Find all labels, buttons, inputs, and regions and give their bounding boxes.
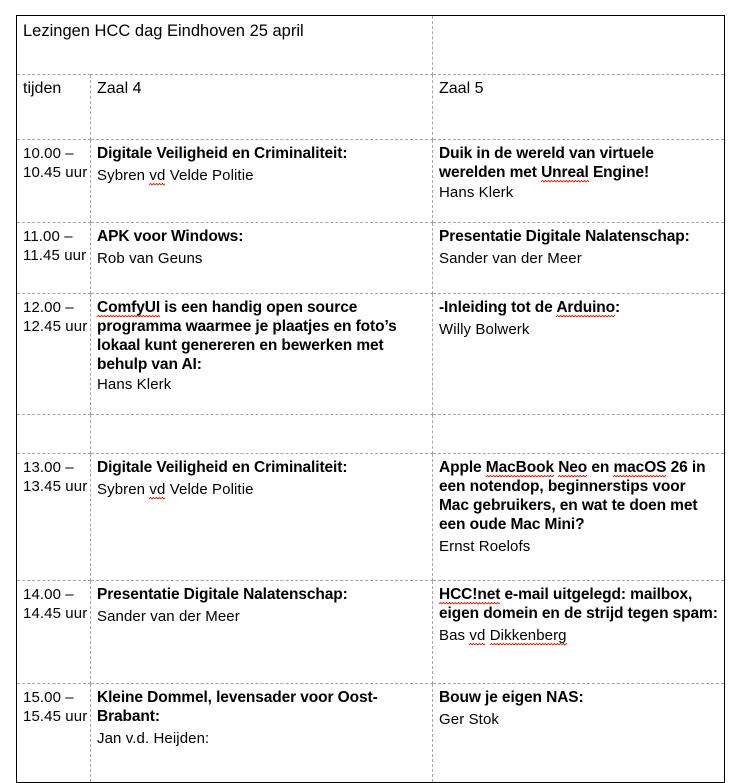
spacer-cell-time [17, 415, 91, 454]
time-cell [17, 223, 91, 294]
session-title [97, 298, 426, 374]
session-speaker [97, 163, 426, 186]
column-header-hall5: Zaal 5 [439, 80, 484, 97]
time-start: 14.00 – [23, 586, 74, 603]
spellcheck-word: macOS [613, 459, 667, 476]
session-cell-hall4 [91, 684, 433, 783]
spellcheck-word: vd [149, 167, 166, 184]
page-title: Lezingen HCC dag Eindhoven 25 april [23, 22, 304, 40]
spacer-cell-hall5 [433, 415, 725, 454]
session-speaker: Rob van Geuns [97, 250, 203, 267]
table-row [17, 684, 725, 783]
header-cell-hall5 [433, 75, 725, 140]
speaker-text-part: Velde Politie [165, 167, 254, 184]
spacer-cell-hall4 [91, 415, 433, 454]
session-cell-hall5 [433, 140, 725, 223]
spellcheck-word: vd [149, 481, 166, 498]
session-cell-hall5 [433, 223, 725, 294]
table-row-header [17, 75, 725, 140]
time-end: 13.45 uur [23, 478, 88, 495]
time-end: 11.45 uur [23, 247, 87, 264]
session-title: Digitale Veiligheid en Criminaliteit: [97, 459, 348, 476]
session-cell-hall4 [91, 454, 433, 581]
title-text-part: Duik in de wereld van virtuele werelden met [439, 145, 654, 181]
schedule-table [16, 15, 725, 783]
table-row-title [17, 16, 725, 75]
document-title-cell [17, 16, 433, 75]
table-row [17, 454, 725, 581]
spellcheck-word: HCC!net [439, 586, 501, 603]
session-cell-hall5 [433, 294, 725, 415]
speaker-text-part: Sybren [97, 481, 150, 498]
session-title: Presentatie Digitale Nalatenschap: [97, 586, 348, 603]
session-title: Kleine Dommel, levensader voor Oost-Brabant: [97, 689, 378, 725]
session-speaker: Sander van der Meer [97, 608, 240, 625]
session-cell-hall5 [433, 454, 725, 581]
session-cell-hall5 [433, 581, 725, 684]
time-start: 15.00 – [23, 689, 74, 706]
time-cell [17, 294, 91, 415]
spellcheck-word: Neo [558, 459, 588, 476]
time-end: 12.45 uur [23, 318, 88, 335]
table-row-spacer [17, 415, 725, 454]
session-title [439, 458, 718, 534]
title-text-part: en [587, 459, 614, 476]
time-cell [17, 454, 91, 581]
session-cell-hall4 [91, 581, 433, 684]
time-cell [17, 684, 91, 783]
time-cell [17, 140, 91, 223]
column-header-hall4: Zaal 4 [97, 80, 142, 97]
time-start: 11.00 – [23, 228, 73, 245]
time-end: 10.45 uur [23, 164, 88, 181]
session-title: APK voor Windows: [97, 228, 244, 245]
session-title [439, 298, 718, 317]
session-speaker: Ger Stok [439, 711, 499, 728]
spellcheck-word: Dikkenberg [489, 627, 567, 644]
session-title: Digitale Veiligheid en Criminaliteit: [97, 145, 348, 162]
title-text-part: : [615, 299, 621, 316]
spellcheck-word: MacBook [485, 459, 554, 476]
title-text-part: Apple [439, 459, 486, 476]
session-title [439, 585, 718, 623]
session-title: Presentatie Digitale Nalatenschap: [439, 228, 690, 245]
session-speaker: Sander van der Meer [439, 250, 582, 267]
title-text-part: e-mail uitgelegd: mailbox, eigen domein en de strijd tegen spam: [439, 586, 718, 622]
session-title [439, 144, 718, 182]
time-end: 14.45 uur [23, 605, 88, 622]
title-text-part: -Inleiding tot de [439, 299, 557, 316]
spellcheck-word: Unreal [541, 164, 589, 181]
session-speaker: Willy Bolwerk [439, 321, 530, 338]
table-row [17, 581, 725, 684]
title-text-part: Engine! [588, 164, 650, 181]
spellcheck-word: vd [469, 627, 486, 644]
speaker-text-part: Velde Politie [165, 481, 254, 498]
session-speaker: Hans Klerk [97, 376, 172, 393]
time-end: 15.45 uur [23, 708, 88, 725]
speaker-text-part: Sybren [97, 167, 150, 184]
session-speaker [439, 623, 718, 646]
title-text-part: is een handig open source programma waarmee je plaatjes en foto’s lokaal kunt genereren en bewerken met behulp van AI: [97, 299, 397, 373]
speaker-text-part: Bas [439, 627, 470, 644]
time-cell [17, 581, 91, 684]
spellcheck-word: ComfyUI [97, 299, 161, 316]
header-cell-time [17, 75, 91, 140]
time-start: 10.00 – [23, 145, 74, 162]
title-row-hall5-empty [433, 16, 725, 75]
session-cell-hall4 [91, 140, 433, 223]
table-row [17, 294, 725, 415]
table-row [17, 140, 725, 223]
session-cell-hall4 [91, 223, 433, 294]
session-speaker: Jan v.d. Heijden: [97, 730, 210, 747]
time-start: 13.00 – [23, 459, 74, 476]
spellcheck-word: Arduino [556, 299, 616, 316]
session-cell-hall5 [433, 684, 725, 783]
column-header-time: tijden [23, 80, 62, 97]
time-start: 12.00 – [23, 299, 74, 316]
session-title: Bouw je eigen NAS: [439, 689, 584, 706]
table-row [17, 223, 725, 294]
title-text-part: 26 in een notendop, beginnerstips voor Mac gebruikers, en wat te doen met een oude Mac Mini? [439, 459, 706, 533]
header-cell-hall4 [91, 75, 433, 140]
session-cell-hall4 [91, 294, 433, 415]
session-speaker: Hans Klerk [439, 184, 514, 201]
session-speaker [97, 477, 426, 500]
session-speaker: Ernst Roelofs [439, 538, 531, 555]
